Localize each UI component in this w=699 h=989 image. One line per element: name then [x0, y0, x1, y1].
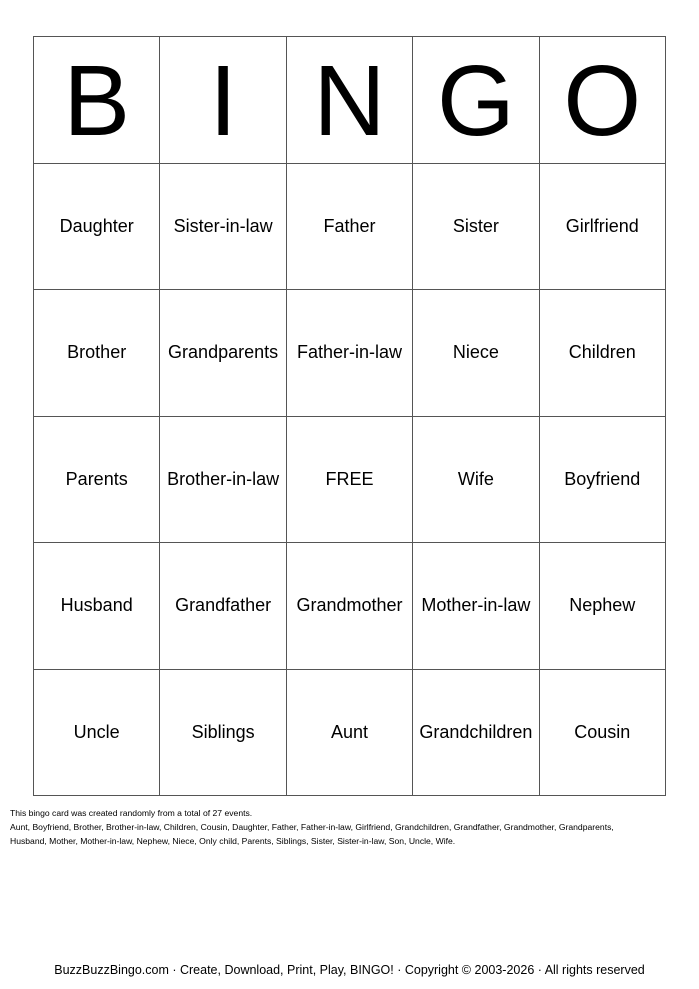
- bingo-cell: Husband: [34, 543, 160, 670]
- bingo-cell: Niece: [413, 290, 539, 417]
- card-info: [10, 806, 690, 848]
- bingo-cell: Sister-in-law: [160, 164, 286, 291]
- card-info-summary: This bingo card was created randomly from a total of 27 events.: [10, 808, 253, 818]
- footer-copyright: BuzzBuzzBingo.com · Create, Download, Print, Play, BINGO! · Copyright © 2003-2026 · All rights reserved: [54, 963, 645, 977]
- header-letter-g: G: [413, 37, 539, 164]
- free-cell: FREE: [287, 417, 413, 544]
- bingo-cell: Children: [540, 290, 666, 417]
- bingo-cell: Nephew: [540, 543, 666, 670]
- bingo-cell: Aunt: [287, 670, 413, 797]
- bingo-cell: Grandmother: [287, 543, 413, 670]
- bingo-cell: Parents: [34, 417, 160, 544]
- bingo-card: [33, 36, 666, 796]
- bingo-cell: Boyfriend: [540, 417, 666, 544]
- bingo-cell: Grandparents: [160, 290, 286, 417]
- bingo-cell: Uncle: [34, 670, 160, 797]
- bingo-cell: Wife: [413, 417, 539, 544]
- header-letter-o: O: [540, 37, 666, 164]
- bingo-cell: Sister: [413, 164, 539, 291]
- header-letter-i: I: [160, 37, 286, 164]
- bingo-cell: Daughter: [34, 164, 160, 291]
- card-info-event-list-continued: Husband, Mother, Mother-in-law, Nephew, Niece, Only child, Parents, Siblings, Sister, Sister-in-law, Son, Uncle, Wife.: [10, 836, 456, 846]
- header-letter-n: N: [287, 37, 413, 164]
- bingo-cell: Mother-in-law: [413, 543, 539, 670]
- bingo-cell: Father: [287, 164, 413, 291]
- bingo-cell: Cousin: [540, 670, 666, 797]
- bingo-cell: Father-in-law: [287, 290, 413, 417]
- bingo-cell: Grandchildren: [413, 670, 539, 797]
- bingo-cell: Brother: [34, 290, 160, 417]
- bingo-cell: Girlfriend: [540, 164, 666, 291]
- bingo-cell: Brother-in-law: [160, 417, 286, 544]
- card-info-event-list: Aunt, Boyfriend, Brother, Brother-in-law, Children, Cousin, Daughter, Father, Father-in-law, Girlfriend, Grandchildren, Grandfather, Grandmother, Grandparents,: [10, 822, 614, 832]
- bingo-cell: Siblings: [160, 670, 286, 797]
- header-letter-b: B: [34, 37, 160, 164]
- bingo-cell: Grandfather: [160, 543, 286, 670]
